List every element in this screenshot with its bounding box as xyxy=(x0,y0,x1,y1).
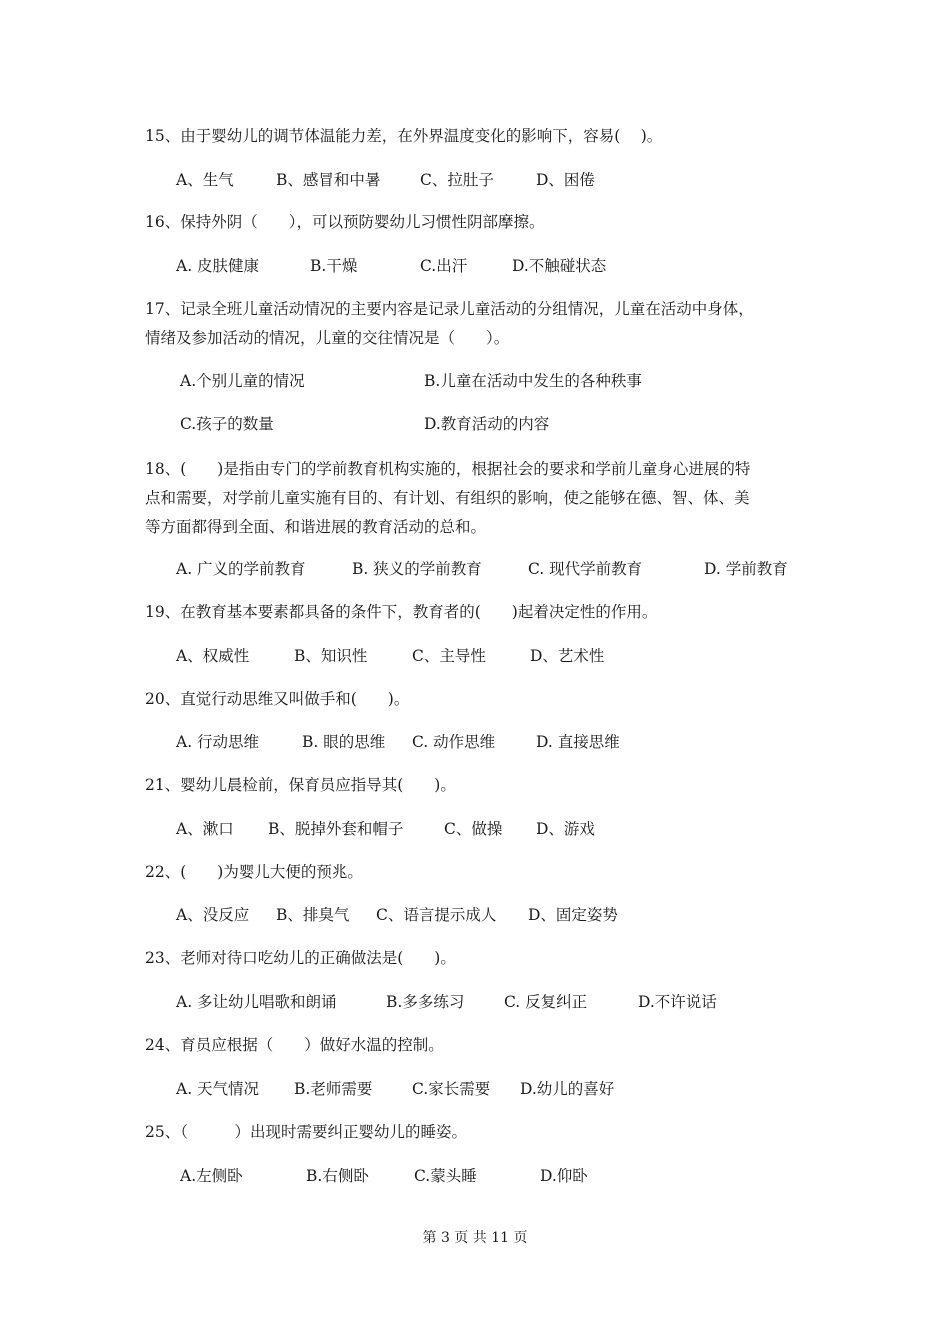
option-b: B、脱掉外套和帽子 xyxy=(268,820,404,838)
question-19 xyxy=(145,598,815,627)
question-stem: 25、（ ）出现时需要纠正婴幼儿的睡姿。 xyxy=(145,1123,467,1141)
question-stem: 20、直觉行动思维又叫做手和( )。 xyxy=(145,690,410,708)
option-b: B.干燥 xyxy=(310,257,358,275)
option-b: B. 狭义的学前教育 xyxy=(352,560,482,578)
options-17-row-1 xyxy=(176,369,836,393)
options-16 xyxy=(176,254,836,278)
option-a: A、权威性 xyxy=(176,647,250,665)
option-c: C. 现代学前教育 xyxy=(528,560,643,578)
option-b: B、知识性 xyxy=(294,647,368,665)
option-c: C、做操 xyxy=(444,820,503,838)
option-d: D.不许说话 xyxy=(638,993,717,1011)
question-21 xyxy=(145,771,815,800)
option-d: D、艺术性 xyxy=(530,647,605,665)
option-b: B、排臭气 xyxy=(276,906,350,924)
options-19 xyxy=(176,644,836,668)
option-d: D、游戏 xyxy=(536,820,595,838)
question-18 xyxy=(145,455,815,542)
question-15 xyxy=(145,122,815,151)
options-24 xyxy=(176,1077,836,1101)
options-22 xyxy=(176,903,836,927)
option-b: B.多多练习 xyxy=(386,993,465,1011)
question-stem: 17、记录全班儿童活动情况的主要内容是记录儿童活动的分组情况，儿童在活动中身体， xyxy=(145,300,754,318)
question-20 xyxy=(145,685,815,714)
options-25 xyxy=(176,1164,836,1188)
question-stem: 22、( )为婴儿大便的预兆。 xyxy=(145,863,363,881)
question-stem: 15、由于婴幼儿的调节体温能力差，在外界温度变化的影响下，容易( )。 xyxy=(145,127,663,145)
question-stem: 16、保持外阴（ ），可以预防婴幼儿习惯性阴部摩擦。 xyxy=(145,213,545,231)
question-stem: 18、( )是指由专门的学前教育机构实施的，根据社会的要求和学前儿童身心进展的特 xyxy=(145,460,751,478)
question-25 xyxy=(145,1118,815,1147)
option-b: B.右侧卧 xyxy=(306,1167,369,1185)
option-d: D. 学前教育 xyxy=(704,560,788,578)
option-c: C、主导性 xyxy=(412,647,486,665)
options-21 xyxy=(176,817,836,841)
option-c: C.出汗 xyxy=(420,257,468,275)
question-23 xyxy=(145,944,815,973)
option-a: A、漱口 xyxy=(176,820,234,838)
options-18 xyxy=(176,557,836,581)
question-stem: 23、老师对待口吃幼儿的正确做法是( )。 xyxy=(145,949,456,967)
question-stem: 情绪及参加活动的情况，儿童的交往情况是（ ）。 xyxy=(145,329,510,347)
question-24 xyxy=(145,1031,815,1060)
option-a: A.个别儿童的情况 xyxy=(180,372,305,390)
option-b: B、感冒和中暑 xyxy=(276,171,381,189)
option-b: B.儿童在活动中发生的各种秩事 xyxy=(424,372,642,390)
option-a: A. 天气情况 xyxy=(176,1080,260,1098)
options-20 xyxy=(176,730,836,754)
options-17-row-2 xyxy=(176,412,836,436)
option-d: D.幼儿的喜好 xyxy=(520,1080,615,1098)
option-a: A. 多让幼儿唱歌和朗诵 xyxy=(176,993,337,1011)
option-d: D.仰卧 xyxy=(540,1167,588,1185)
option-d: D.教育活动的内容 xyxy=(424,415,550,433)
option-c: C.家长需要 xyxy=(412,1080,491,1098)
question-stem: 19、在教育基本要素都具备的条件下，教育者的( )起着决定性的作用。 xyxy=(145,603,658,621)
option-c: C、语言提示成人 xyxy=(376,906,497,924)
option-a: A.左侧卧 xyxy=(180,1167,243,1185)
question-stem: 点和需要，对学前儿童实施有目的、有计划、有组织的影响，使之能够在德、智、体、美 xyxy=(145,489,750,507)
question-stem: 21、婴幼儿晨检前，保育员应指导其( )。 xyxy=(145,776,456,794)
option-b: B. 眼的思维 xyxy=(302,733,386,751)
option-c: C. 动作思维 xyxy=(412,733,496,751)
option-d: D、固定姿势 xyxy=(528,906,618,924)
option-a: A. 广义的学前教育 xyxy=(176,560,306,578)
option-d: D.不触碰状态 xyxy=(512,257,607,275)
page-number-footer: 第 3 页 共 11 页 xyxy=(422,1230,528,1246)
question-16 xyxy=(145,208,815,237)
option-c: C.孩子的数量 xyxy=(180,415,274,433)
question-17 xyxy=(145,295,815,353)
options-23 xyxy=(176,990,836,1014)
option-b: B.老师需要 xyxy=(294,1080,373,1098)
option-c: C. 反复纠正 xyxy=(504,993,588,1011)
question-stem: 24、育员应根据（ ）做好水温的控制。 xyxy=(145,1036,444,1054)
option-a: A、生气 xyxy=(176,171,234,189)
question-22 xyxy=(145,858,815,887)
option-d: D. 直接思维 xyxy=(536,733,620,751)
option-d: D、困倦 xyxy=(536,171,595,189)
options-15 xyxy=(176,168,836,192)
option-a: A、没反应 xyxy=(176,906,250,924)
option-a: A. 皮肤健康 xyxy=(176,257,260,275)
option-c: C.蒙头睡 xyxy=(414,1167,477,1185)
option-c: C、拉肚子 xyxy=(420,171,494,189)
option-a: A. 行动思维 xyxy=(176,733,260,751)
question-stem: 等方面都得到全面、和谐进展的教育活动的总和。 xyxy=(145,518,487,536)
